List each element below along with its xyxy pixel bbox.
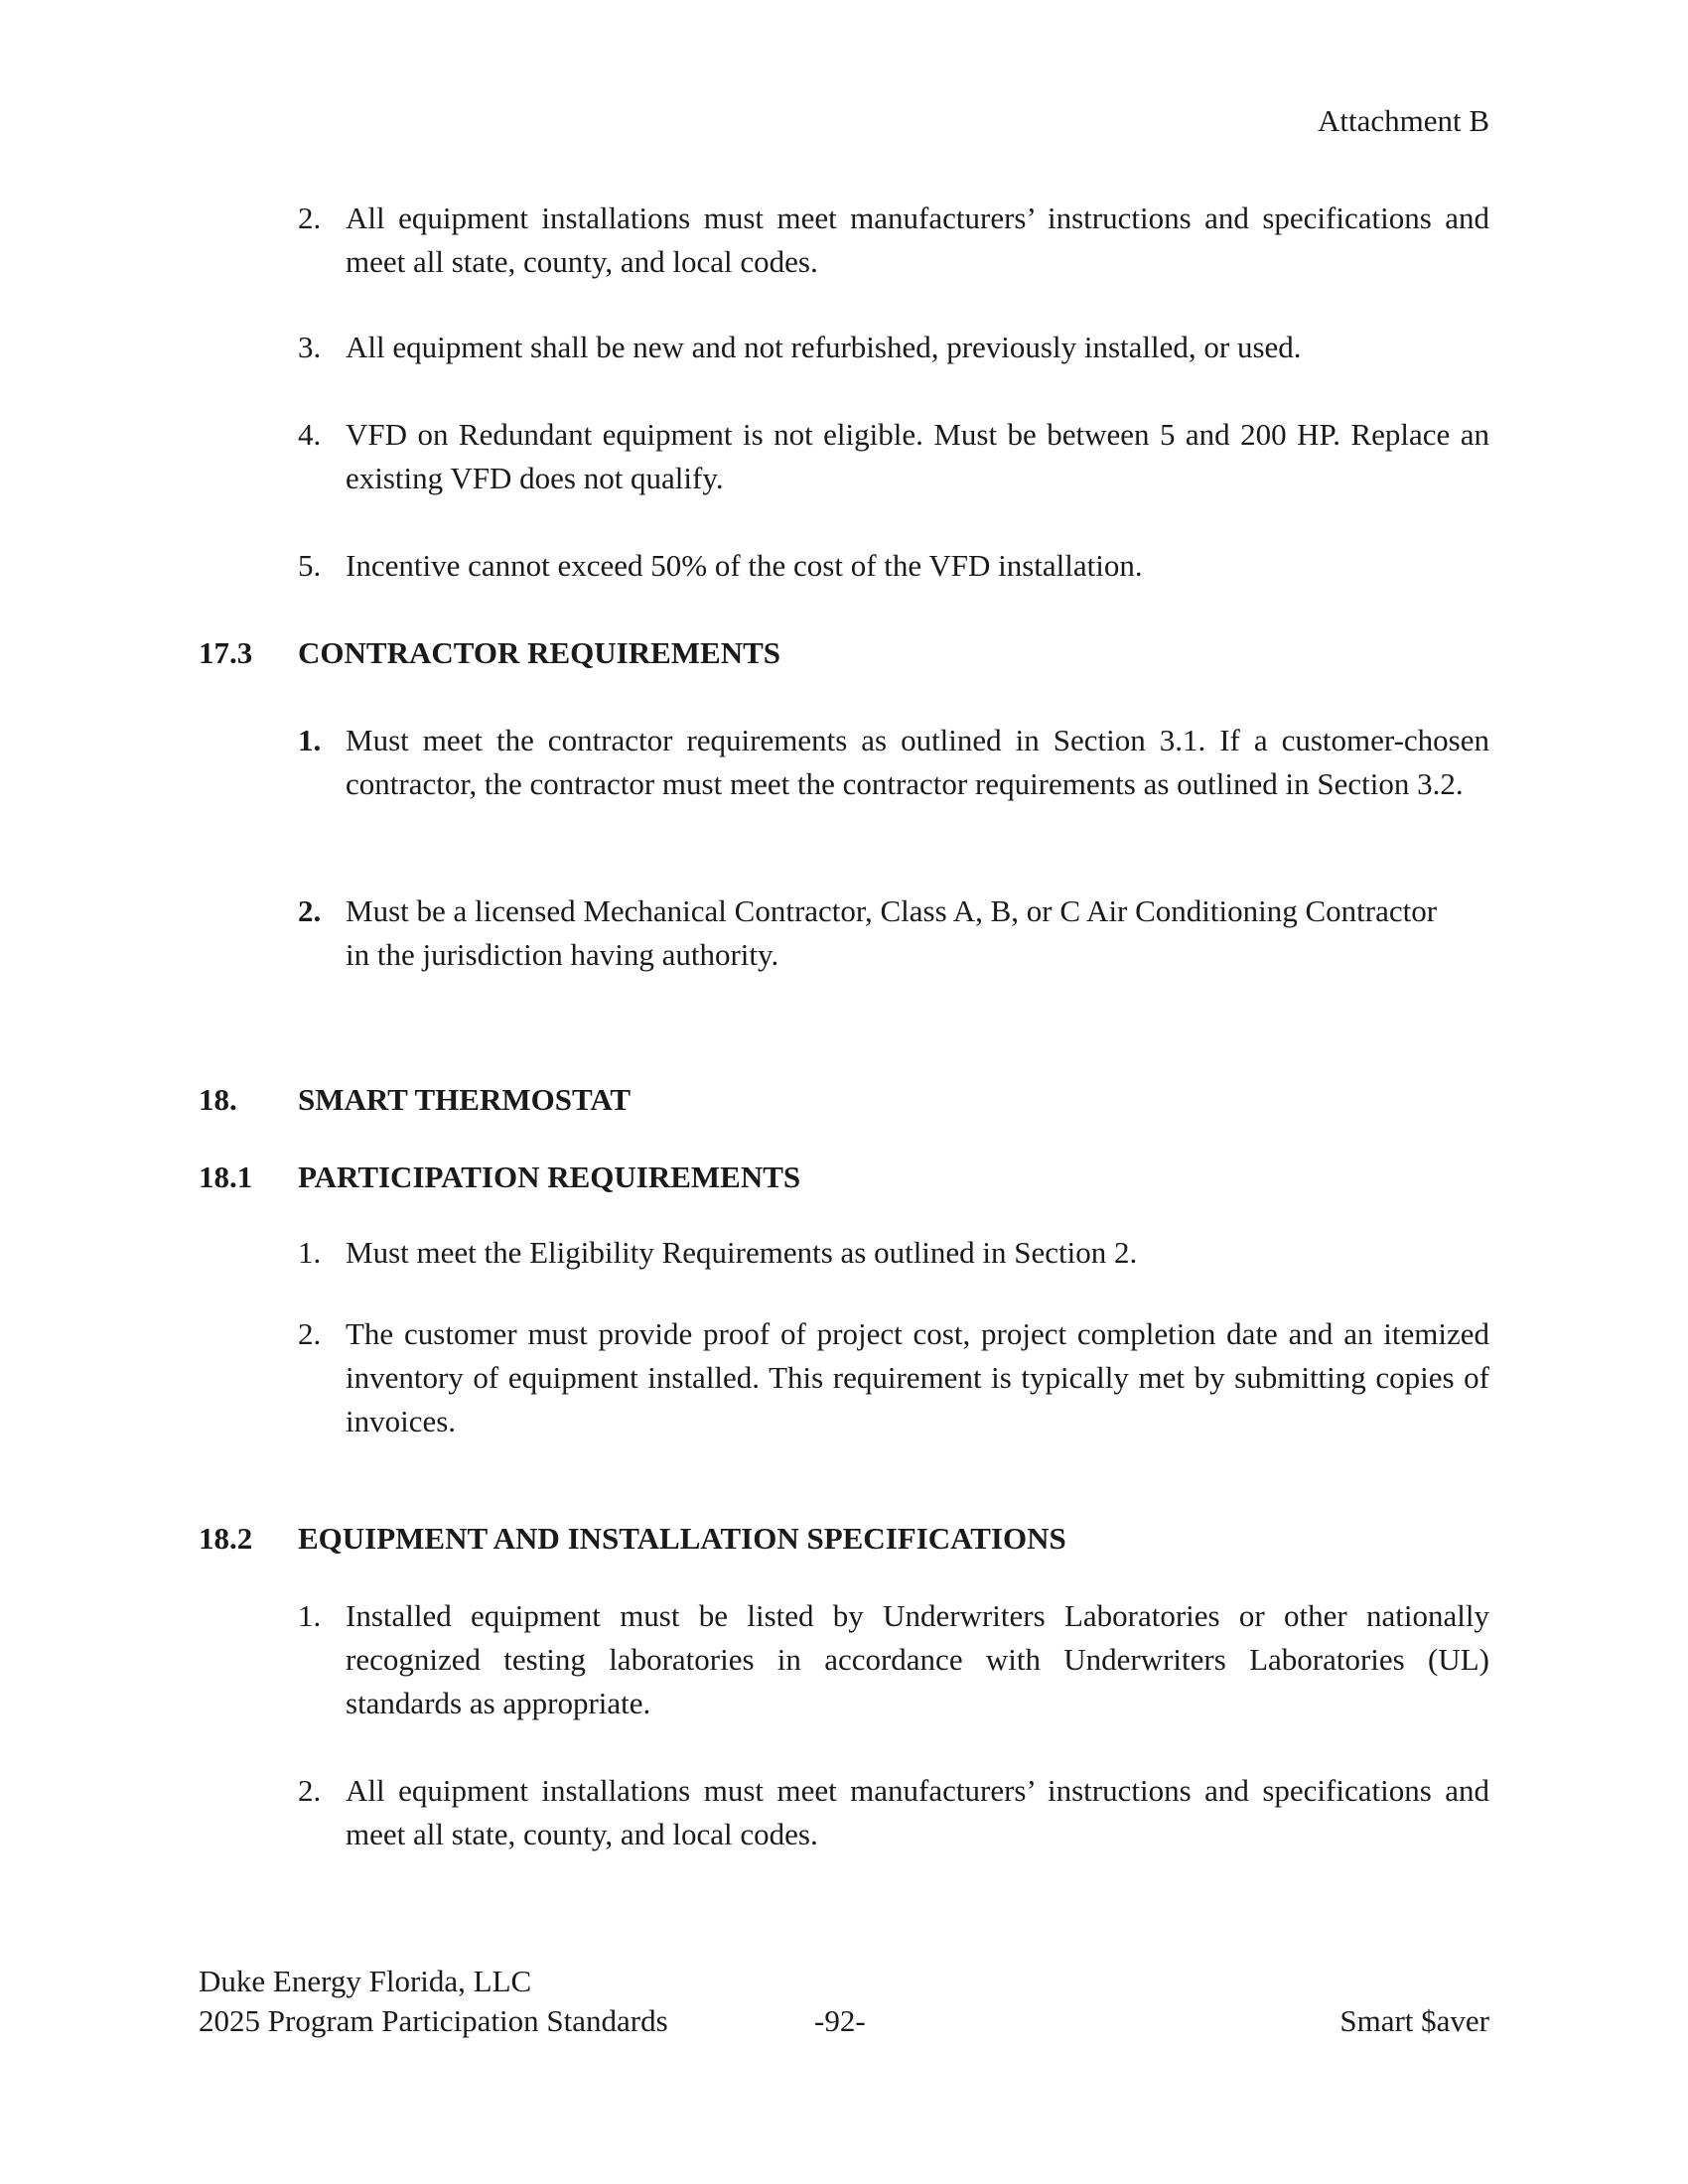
list-text: All equipment installations must meet manufacturers’ instructions and specifications and meet all state, county, and local codes. (346, 1773, 1489, 1851)
list-item (298, 1231, 1489, 1275)
section-number: 17.3 (199, 635, 253, 670)
section-heading-18 (199, 1078, 631, 1122)
footer-company: Duke Energy Florida, LLC (199, 1964, 532, 1998)
section-title: EQUIPMENT AND INSTALLATION SPECIFICATIONS (298, 1521, 1066, 1556)
list-text: All equipment installations must meet manufacturers’ instructions and specifications and meet all state, county, and local codes. (346, 201, 1489, 279)
section-number: 18. (199, 1082, 237, 1117)
list-text: Must be a licensed Mechanical Contractor, Class A, B, or C Air Conditioning Contractor in the jurisdiction having authority. (346, 893, 1438, 972)
section-title: SMART THERMOSTAT (298, 1082, 632, 1117)
list-number: 2. (298, 1773, 322, 1808)
footer-program: Smart $aver (1339, 2003, 1489, 2038)
list-item (298, 1594, 1489, 1725)
list-text: Incentive cannot exceed 50% of the cost of the VFD installation. (346, 548, 1143, 583)
list-text: Installed equipment must be listed by Underwriters Laboratories or other nationally recognized testing laboratories in accordance with Underwriters Laboratories (UL) standards as appropriate. (346, 1598, 1489, 1720)
page-number: -92- (814, 2003, 866, 2038)
list-item (298, 889, 1440, 977)
footer-document: 2025 Program Participation Standards (199, 2003, 668, 2038)
section-number: 18.2 (199, 1521, 253, 1556)
list-number: 4. (298, 417, 322, 452)
list-text: The customer must provide proof of project cost, project completion date and an itemized inventory of equipment installed. This requirement is typically met by submitting copies of invoices. (346, 1316, 1489, 1438)
list-number: 2. (298, 893, 322, 928)
list-item (298, 1769, 1489, 1856)
list-item (298, 544, 1489, 588)
list-item (298, 719, 1489, 806)
list-text: Must meet the Eligibility Requirements as outlined in Section 2. (346, 1235, 1138, 1270)
list-item (298, 326, 1489, 369)
list-item (298, 197, 1489, 284)
list-number: 1. (298, 1235, 322, 1270)
list-item (298, 1312, 1489, 1443)
list-text: All equipment shall be new and not refurbished, previously installed, or used. (346, 330, 1302, 364)
list-number: 2. (298, 1316, 322, 1351)
list-item (298, 413, 1489, 500)
section-title: CONTRACTOR REQUIREMENTS (298, 635, 781, 670)
list-number: 5. (298, 548, 322, 583)
section-title: PARTICIPATION REQUIREMENTS (298, 1160, 801, 1194)
list-number: 1. (298, 1598, 322, 1633)
section-heading-18-2 (199, 1517, 1066, 1561)
section-heading-18-1 (199, 1156, 800, 1199)
list-number: 2. (298, 201, 322, 235)
list-number: 1. (298, 723, 322, 757)
page-footer (199, 1960, 1489, 2039)
section-heading-17-3 (199, 631, 780, 675)
list-number: 3. (298, 330, 322, 364)
list-text: VFD on Redundant equipment is not eligible. Must be between 5 and 200 HP. Replace an existing VFD does not qualify. (346, 417, 1489, 495)
list-text: Must meet the contractor requirements as outlined in Section 3.1. If a customer-chosen contractor, the contractor must meet the contractor requirements as outlined in Section 3.2. (346, 723, 1489, 801)
section-number: 18.1 (199, 1160, 253, 1194)
attachment-label: Attachment B (1317, 103, 1489, 138)
